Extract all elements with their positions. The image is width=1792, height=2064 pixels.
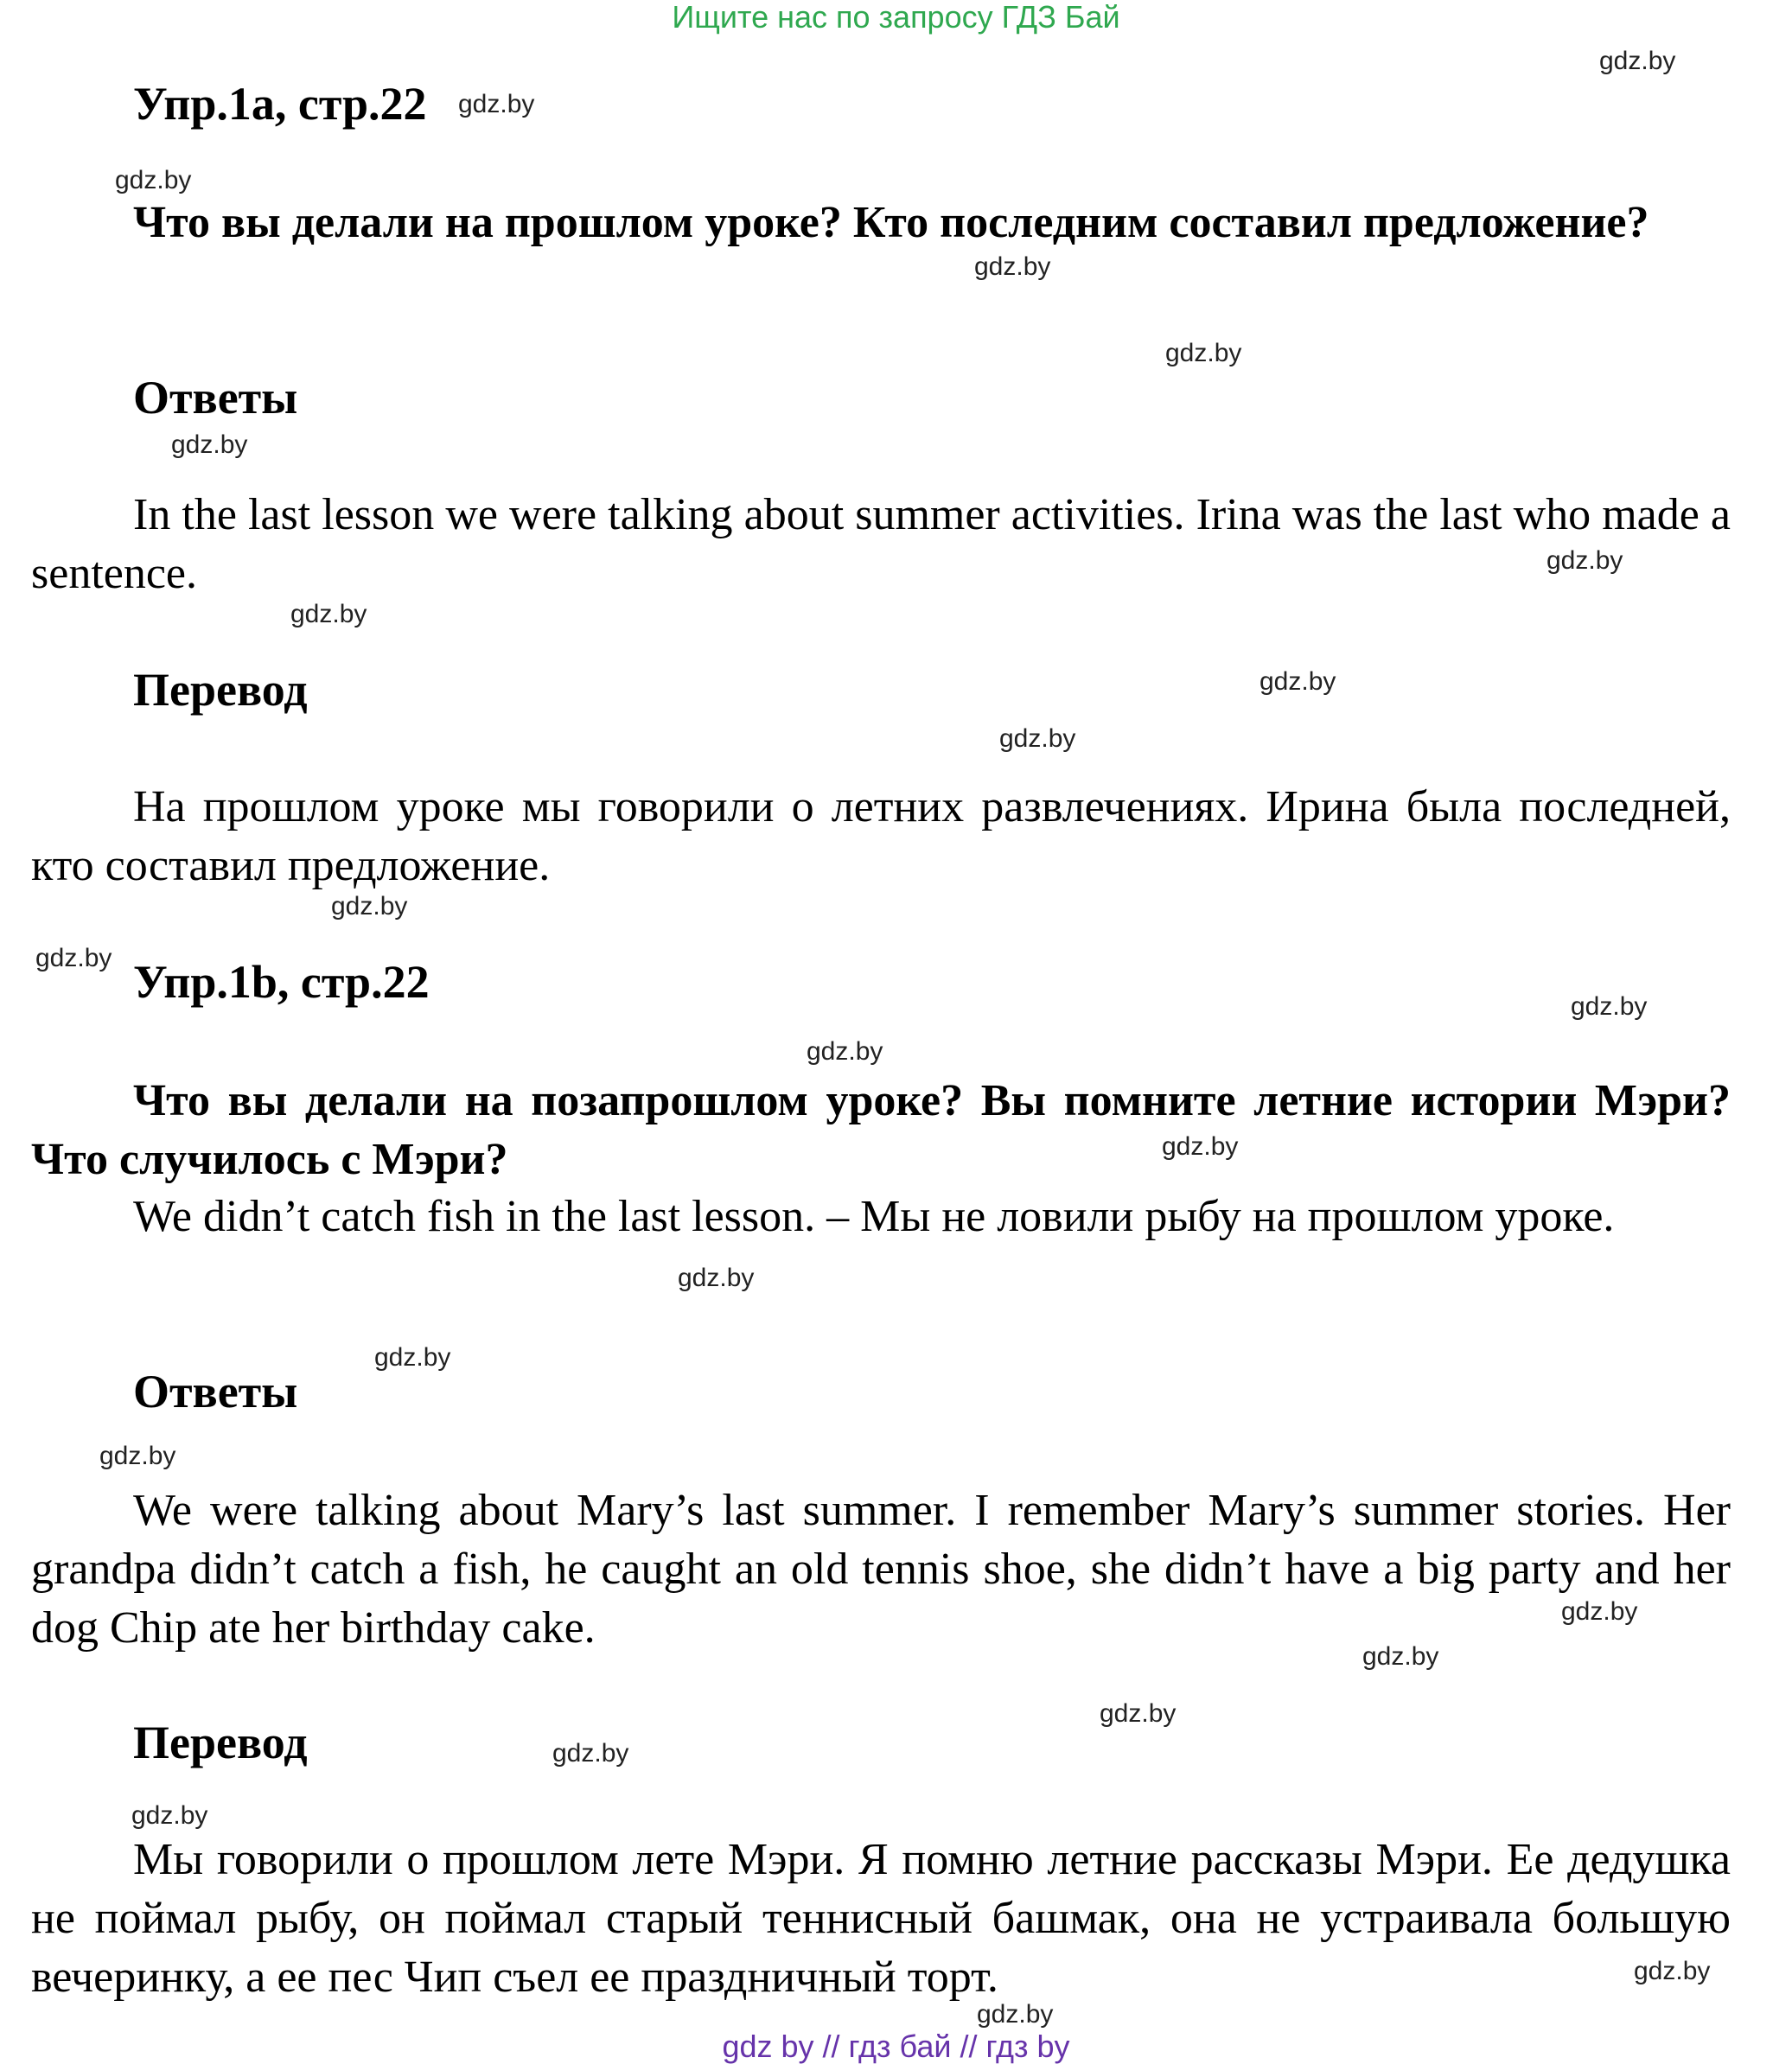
watermark: gdz.by xyxy=(1162,1132,1239,1161)
watermark: gdz.by xyxy=(1165,339,1242,367)
watermark: gdz.by xyxy=(1561,1597,1638,1626)
watermark: gdz.by xyxy=(374,1343,451,1372)
exercise-1b-answers-heading: Ответы xyxy=(133,1366,298,1417)
watermark: gdz.by xyxy=(331,892,408,921)
exercise-1b-heading: Упр.1b, стр.22 xyxy=(133,956,430,1008)
watermark: gdz.by xyxy=(35,944,112,972)
watermark: gdz.by xyxy=(807,1037,883,1066)
exercise-1a-question: Что вы делали на прошлом уроке? Кто последним составил предложение? xyxy=(133,198,1649,247)
exercise-1a-answers-heading: Ответы xyxy=(133,372,298,424)
watermark: gdz.by xyxy=(1362,1642,1439,1671)
exercise-1a-translation-heading: Перевод xyxy=(133,664,308,716)
watermark: gdz.by xyxy=(999,724,1076,753)
exercise-1b-translation-heading: Перевод xyxy=(133,1717,308,1768)
watermark: gdz.by xyxy=(131,1801,208,1830)
watermark: gdz.by xyxy=(1546,546,1623,575)
exercise-1b-question: Что вы делали на позапрошлом уроке? Вы помните летние истории Мэри? Что случилось с Мэри? xyxy=(31,1076,1731,1184)
watermark: gdz.by xyxy=(458,90,535,118)
exercise-1a-translation: На прошлом уроке мы говорили о летних развлечениях. Ирина была последней, кто составил предложение. xyxy=(31,782,1731,890)
watermark: gdz.by xyxy=(171,430,248,459)
watermark: gdz.by xyxy=(977,2000,1054,2029)
watermark: gdz.by xyxy=(678,1264,755,1292)
watermark: gdz.by xyxy=(1100,1699,1177,1728)
watermark: gdz.by xyxy=(99,1442,176,1470)
exercise-1b-answer: We were talking about Mary’s last summer. I remember Mary’s summer stories. Her grandpa didn’t catch a fish, he caught an old tennis shoe, she didn’t have a big party and her dog Chip ate her birthday cake. xyxy=(31,1486,1731,1653)
watermark: gdz.by xyxy=(552,1739,629,1768)
exercise-1a-heading: Упр.1а, стр.22 xyxy=(133,78,427,130)
watermark: gdz.by xyxy=(1599,47,1676,75)
watermark: gdz.by xyxy=(115,166,192,194)
top-banner: Ищите нас по запросу ГДЗ Бай xyxy=(672,0,1120,35)
exercise-1b-example: We didn’t catch fish in the last lesson. – Мы не ловили рыбу на прошлом уроке. xyxy=(133,1192,1615,1241)
watermark: gdz.by xyxy=(1260,667,1336,696)
watermark: gdz.by xyxy=(290,600,367,628)
watermark: gdz.by xyxy=(1634,1957,1711,1985)
footer-links[interactable]: gdz by // гдз бай // гдз by xyxy=(722,2029,1070,2064)
exercise-1b-translation: Мы говорили о прошлом лете Мэри. Я помню летние рассказы Мэри. Ее дедушка не поймал рыбу, он поймал старый теннисный башмак, она не устраивала большую вечеринку, а ее пес Чип съел ее праздничный торт. xyxy=(31,1835,1731,2002)
watermark: gdz.by xyxy=(1571,992,1648,1021)
watermark: gdz.by xyxy=(974,252,1051,281)
exercise-1a-answer: In the last lesson we were talking about summer activities. Irina was the last who made a sentence. xyxy=(31,490,1731,598)
